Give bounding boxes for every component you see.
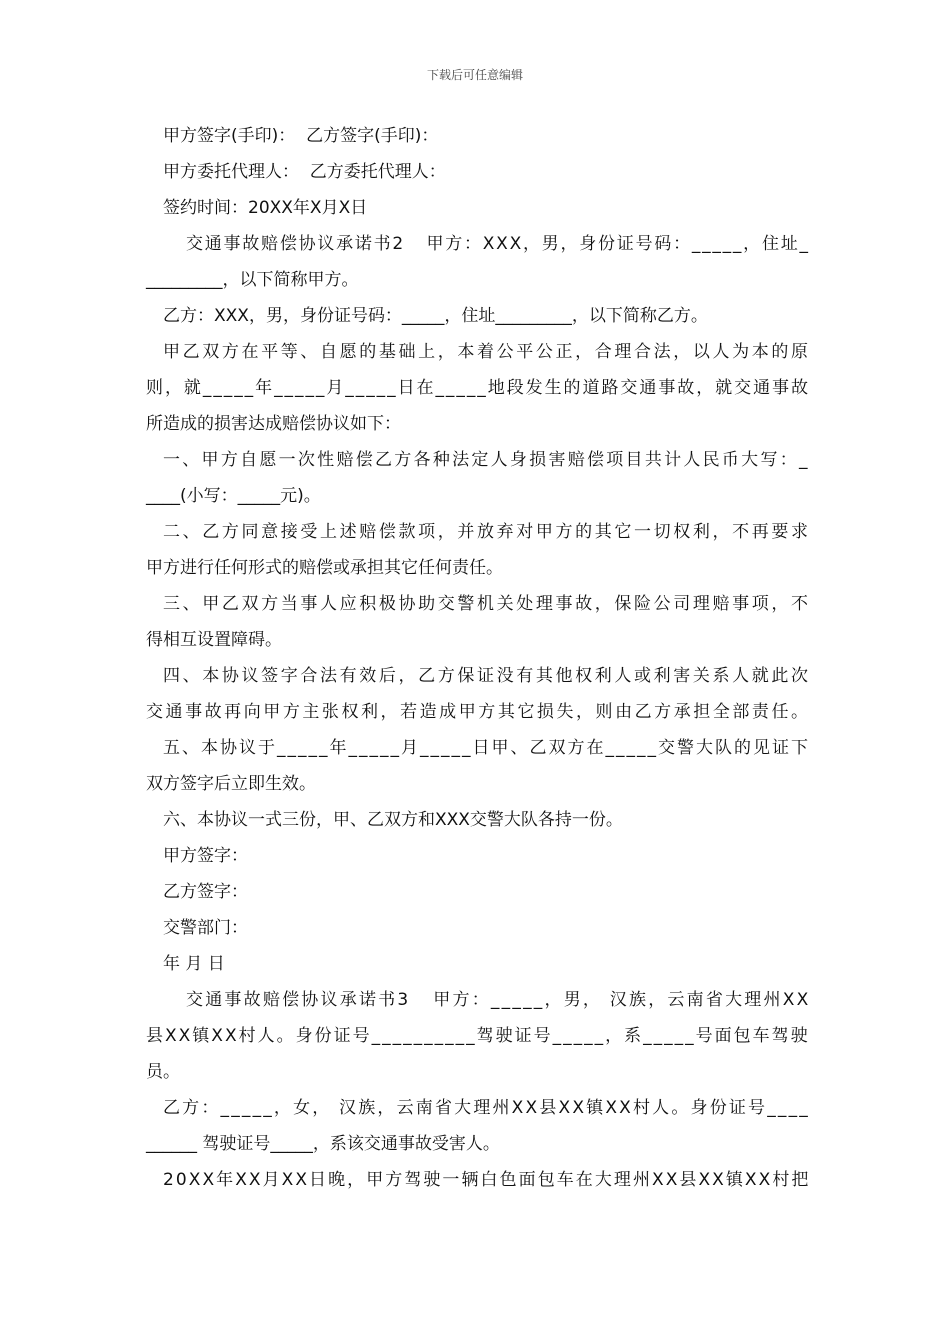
text-line: 交通事故赔偿协议承诺书3 甲方：_____，男， 汉族，云南省大理州XX: [186, 990, 811, 1010]
text-line: 甲方委托代理人： 乙方委托代理人：: [163, 162, 446, 182]
text-line: 得相互设置障碍。: [146, 630, 282, 650]
text-line: 乙方：XXX，男，身份证号码：_____，住址_________，以下简称乙方。: [163, 306, 708, 326]
text-line: 甲方进行任何形式的赔偿或承担其它任何责任。: [146, 558, 503, 578]
text-line: _________，以下简称甲方。: [146, 270, 359, 290]
text-line: 甲乙双方在平等、自愿的基础上，本着公平公正，合理合法，以人为本的原: [163, 342, 811, 362]
text-line: 所造成的损害达成赔偿协议如下：: [146, 414, 401, 434]
text-line: 甲方签字(手印)： 乙方签字(手印)：: [163, 126, 439, 146]
text-line: 员。: [146, 1062, 180, 1082]
text-line: ______ 驾驶证号_____，系该交通事故受害人。: [146, 1134, 500, 1154]
text-line: 则，就_____年_____月_____日在_____地段发生的道路交通事故，就交通事故: [146, 378, 810, 398]
text-line: ____(小写：_____元)。: [146, 486, 321, 506]
text-line: 二、乙方同意接受上述赔偿款项，并放弃对甲方的其它一切权利，不再要求: [163, 522, 811, 542]
page-header: 下载后可任意编辑: [426, 68, 523, 82]
text-line: 一、甲方自愿一次性赔偿乙方各种法定人身损害赔偿项目共计人民币大写：_: [163, 450, 810, 470]
text-line: 交警部门：: [163, 918, 248, 938]
text-line: 甲方签字：: [163, 846, 248, 866]
text-line: 乙方：_____，女， 汉族，云南省大理州XX县XX镇XX村人。身份证号____: [163, 1098, 810, 1118]
text-line: 四、本协议签字合法有效后，乙方保证没有其他权利人或利害关系人就此次: [163, 666, 811, 686]
text-line: 六、本协议一式三份，甲、乙双方和XXX交警大队各持一份。: [163, 810, 623, 830]
text-line: 交通事故赔偿协议承诺书2 甲方：XXX，男，身份证号码：_____，住址_: [186, 234, 810, 254]
text-line: 乙方签字：: [163, 882, 248, 902]
text-line: 双方签字后立即生效。: [146, 774, 316, 794]
text-line: 三、甲乙双方当事人应积极协助交警机关处理事故，保险公司理赔事项，不: [163, 594, 811, 614]
text-line: 年 月 日: [163, 954, 225, 974]
text-line: 五、本协议于_____年_____月_____日甲、乙双方在_____交警大队的见证下: [163, 738, 810, 758]
text-line: 20XX年XX月XX日晚，甲方驾驶一辆白色面包车在大理州XX县XX镇XX村把: [163, 1170, 811, 1190]
text-line: 签约时间：20XX年X月X日: [163, 198, 368, 218]
text-line: 县XX镇XX村人。身份证号__________驾驶证号_____，系_____号面包车驾驶: [146, 1026, 810, 1046]
text-line: 交通事故再向甲方主张权利，若造成甲方其它损失，则由乙方承担全部责任。: [146, 702, 811, 722]
